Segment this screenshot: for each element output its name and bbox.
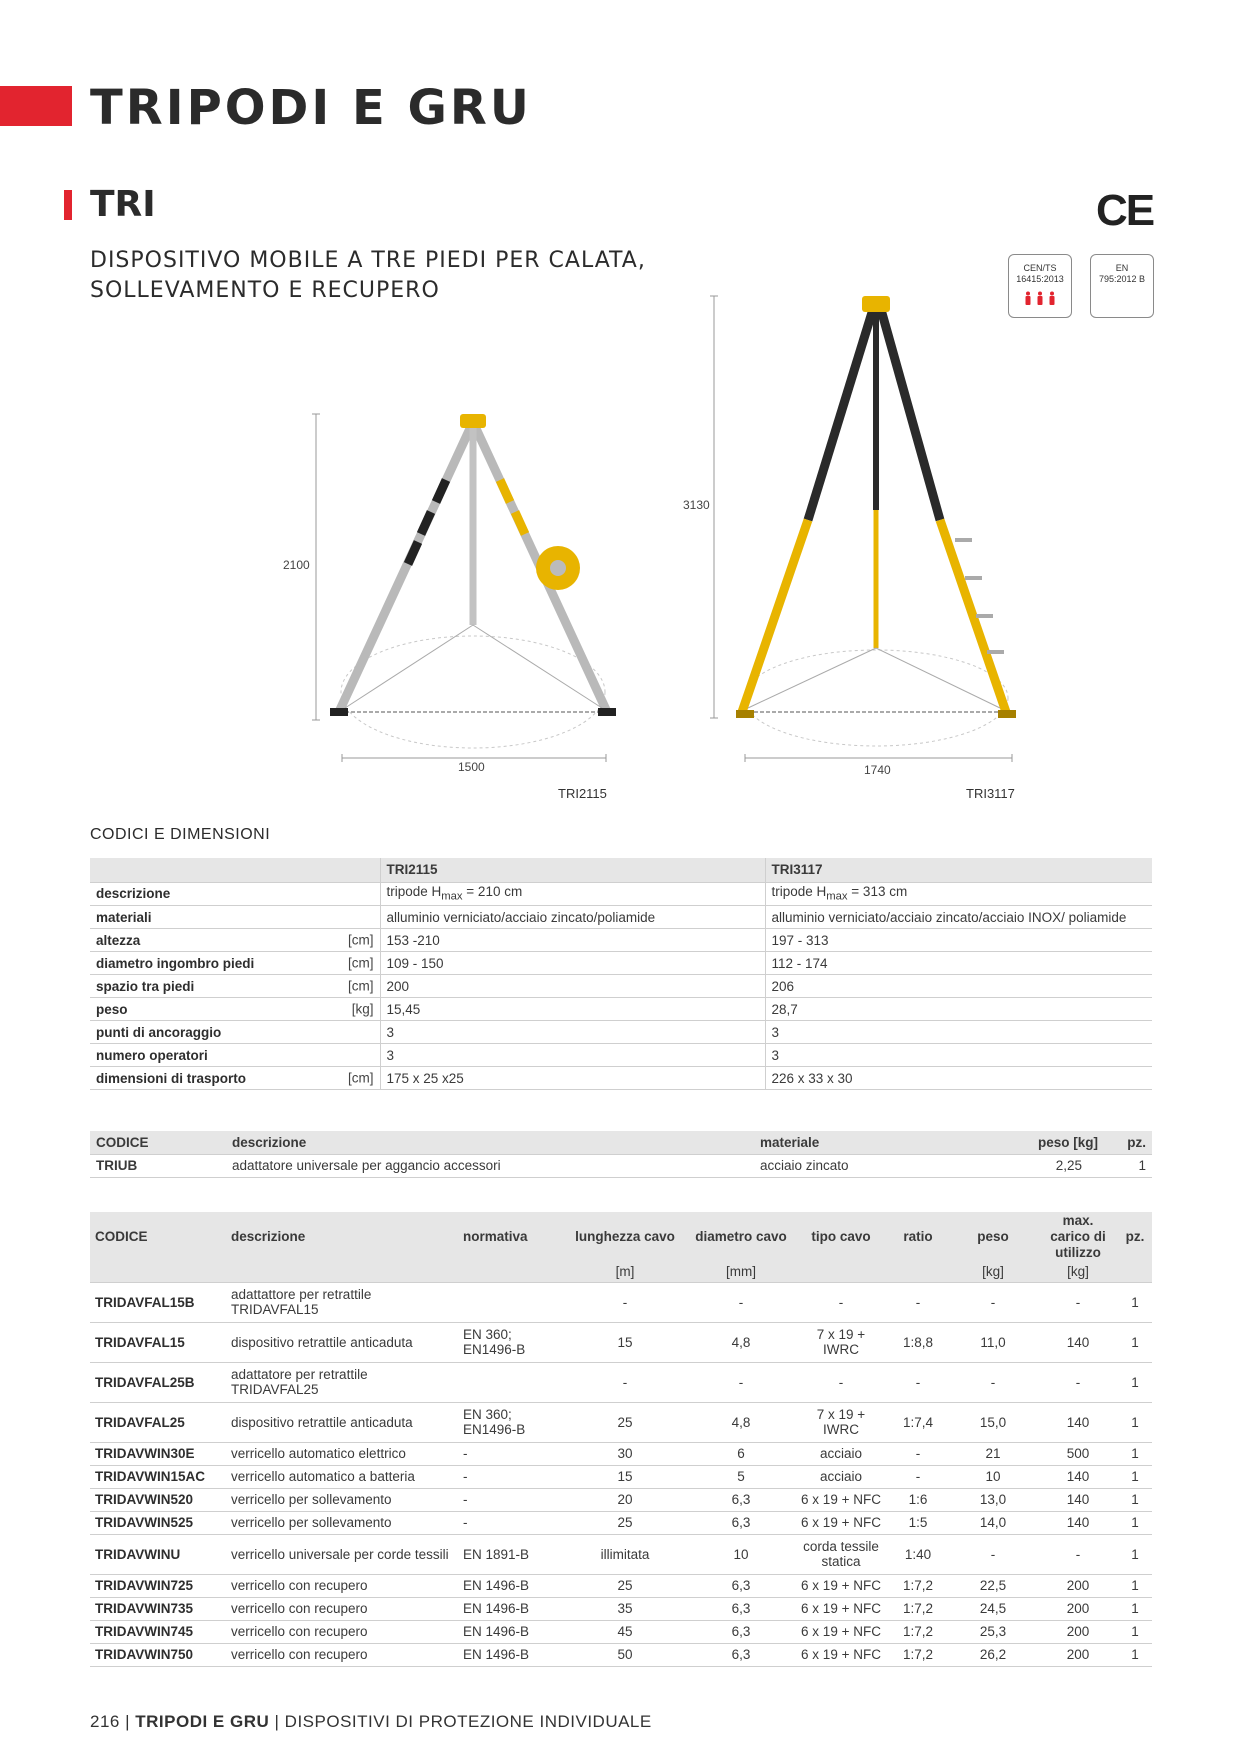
row-value-2: 226 x 33 x 30 (765, 1067, 1152, 1090)
cell-lunghezza: 30 (562, 1442, 688, 1465)
cell-ratio: - (888, 1362, 948, 1402)
cell-codice: TRIDAVWIN725 (90, 1574, 226, 1597)
row-value-1: 3 (380, 1044, 765, 1067)
cell-descrizione: verricello per sollevamento (226, 1511, 458, 1534)
table-row (90, 1488, 1152, 1511)
row-unit: [cm] (348, 932, 374, 948)
cell-peso: 21 (948, 1442, 1038, 1465)
cert-line-1: CEN/TS (1023, 263, 1057, 273)
accessory-table (90, 1212, 1152, 1667)
row-value-1: 3 (380, 1021, 765, 1044)
row-value-1: alluminio verniciato/acciaio zincato/poliamide (380, 906, 765, 929)
header-codice: CODICE (90, 1131, 226, 1154)
table-row (90, 998, 1152, 1021)
cell-descrizione: dispositivo retrattile anticaduta (226, 1322, 458, 1362)
row-label: descrizione (90, 882, 380, 906)
row-unit: [cm] (348, 978, 374, 994)
cell-carico: 140 (1038, 1402, 1118, 1442)
footer-section: TRIPODI E GRU (135, 1712, 270, 1731)
cell-tipo: 6 x 19 + NFC (794, 1597, 888, 1620)
cell-diametro: 6,3 (688, 1643, 794, 1666)
table-row (90, 1534, 1152, 1574)
header-peso: peso [kg] (992, 1131, 1104, 1154)
cell-tipo: acciaio (794, 1442, 888, 1465)
cell-normativa: - (458, 1465, 562, 1488)
spec-table-header (90, 858, 1152, 882)
cell-normativa: - (458, 1511, 562, 1534)
cell-pz: 1 (1118, 1442, 1152, 1465)
row-value-1: 109 - 150 (380, 952, 765, 975)
unit-diametro: [mm] (688, 1262, 794, 1282)
cell-codice: TRIDAVWIN525 (90, 1511, 226, 1534)
cell-peso: 26,2 (948, 1643, 1038, 1666)
codes-section-title: CODICI E DIMENSIONI (90, 826, 271, 843)
cell-peso: 24,5 (948, 1597, 1038, 1620)
row-value-2: 3 (765, 1044, 1152, 1067)
header-descrizione: descrizione (226, 1212, 458, 1262)
cell-peso: 15,0 (948, 1402, 1038, 1442)
unit-lunghezza: [m] (562, 1262, 688, 1282)
cell-peso: 2,25 (992, 1154, 1104, 1177)
row-label: peso (96, 1001, 128, 1017)
subtitle-line-2: SOLLEVAMENTO E RECUPERO (90, 278, 440, 303)
table-row (90, 952, 1152, 975)
row-label: punti di ancoraggio (90, 1021, 380, 1044)
row-value-2: 206 (765, 975, 1152, 998)
cell-codice: TRIDAVFAL25B (90, 1362, 226, 1402)
spec-table (90, 858, 1152, 1090)
right-height-dimension (710, 296, 718, 718)
right-width-label: 1740 (864, 763, 891, 777)
table-row (90, 1597, 1152, 1620)
cell-tipo: 6 x 19 + NFC (794, 1643, 888, 1666)
cell-pz: 1 (1118, 1643, 1152, 1666)
right-height-label: 3130 (683, 498, 710, 512)
cell-lunghezza: illimitata (562, 1534, 688, 1574)
cell-carico: 200 (1038, 1574, 1118, 1597)
cell-ratio: 1:7,2 (888, 1574, 948, 1597)
cell-lunghezza: 25 (562, 1511, 688, 1534)
cell-descrizione: adattattore per retrattile TRIDAVFAL15 (226, 1282, 458, 1322)
cell-ratio: 1:8,8 (888, 1322, 948, 1362)
row-label: altezza (96, 932, 141, 948)
cell-lunghezza: 35 (562, 1597, 688, 1620)
cell-lunghezza: 20 (562, 1488, 688, 1511)
cell-pz: 1 (1118, 1620, 1152, 1643)
header-codice: CODICE (90, 1212, 226, 1262)
cell-peso: 13,0 (948, 1488, 1038, 1511)
footer-separator: | (274, 1712, 280, 1731)
header-descrizione: descrizione (226, 1131, 754, 1154)
cell-diametro: 4,8 (688, 1402, 794, 1442)
cell-normativa: EN 360; EN1496-B (458, 1322, 562, 1362)
page-footer (90, 1712, 652, 1732)
cell-ratio: - (888, 1465, 948, 1488)
cell-peso: - (948, 1282, 1038, 1322)
cell-pz: 1 (1118, 1511, 1152, 1534)
left-height-dimension (312, 414, 320, 720)
cell-carico: 140 (1038, 1465, 1118, 1488)
cell-normativa (458, 1362, 562, 1402)
cell-descrizione: verricello automatico a batteria (226, 1465, 458, 1488)
row-value-2: alluminio verniciato/acciaio zincato/acciaio INOX/ poliamide (765, 906, 1152, 929)
accessory-table-header (90, 1212, 1152, 1262)
cell-codice: TRIDAVFAL15B (90, 1282, 226, 1322)
table-row (90, 1511, 1152, 1534)
header-materiale: materiale (754, 1131, 992, 1154)
table-row (90, 1574, 1152, 1597)
cell-lunghezza: 45 (562, 1620, 688, 1643)
row-label: dimensioni di trasporto (96, 1070, 247, 1086)
subtitle-line-1: DISPOSITIVO MOBILE A TRE PIEDI PER CALATA, (90, 248, 646, 273)
cell-diametro: 6 (688, 1442, 794, 1465)
cell-carico: 200 (1038, 1643, 1118, 1666)
row-value-1: tripode $H_{max} = 210$ cm (380, 882, 765, 906)
cell-tipo: 7 x 19 + IWRC (794, 1322, 888, 1362)
cell-pz: 1 (1118, 1465, 1152, 1488)
cell-diametro: 10 (688, 1534, 794, 1574)
cell-tipo: 6 x 19 + NFC (794, 1574, 888, 1597)
table-row (90, 1402, 1152, 1442)
cell-tipo: 6 x 19 + NFC (794, 1511, 888, 1534)
cell-lunghezza: 25 (562, 1574, 688, 1597)
cell-ratio: 1:7,4 (888, 1402, 948, 1442)
cell-tipo: 6 x 19 + NFC (794, 1620, 888, 1643)
cell-peso: 14,0 (948, 1511, 1038, 1534)
cell-descrizione: adattatore per retrattile TRIDAVFAL25 (226, 1362, 458, 1402)
row-unit: [cm] (348, 955, 374, 971)
cert-line-2: 795:2012 B (1098, 274, 1146, 284)
cell-codice: TRIDAVWIN750 (90, 1643, 226, 1666)
table-row (90, 1465, 1152, 1488)
cell-descrizione: verricello con recupero (226, 1643, 458, 1666)
left-width-label: 1500 (458, 760, 485, 774)
header-carico: max. carico di utilizzo (1038, 1212, 1118, 1262)
cell-ratio: - (888, 1282, 948, 1322)
header-tipo: tipo cavo (794, 1212, 888, 1262)
unit-carico: [kg] (1038, 1262, 1118, 1282)
cell-materiale: acciaio zincato (754, 1154, 992, 1177)
row-label: diametro ingombro piedi (96, 955, 255, 971)
model-header-2: TRI3117 (765, 858, 1152, 882)
row-value-2: 28,7 (765, 998, 1152, 1021)
table-row (90, 906, 1152, 929)
cell-pz: 1 (1118, 1534, 1152, 1574)
table-row (90, 1021, 1152, 1044)
cell-tipo: acciaio (794, 1465, 888, 1488)
cell-carico: 200 (1038, 1620, 1118, 1643)
cell-pz: 1 (1118, 1402, 1152, 1442)
cell-descrizione: verricello con recupero (226, 1574, 458, 1597)
cell-carico: 200 (1038, 1597, 1118, 1620)
model-header-1: TRI2115 (380, 858, 765, 882)
row-value-1: 153 -210 (380, 929, 765, 952)
header-pz: pz. (1104, 1131, 1152, 1154)
left-model-label: TRI2115 (558, 786, 607, 801)
cell-pz: 1 (1118, 1488, 1152, 1511)
cell-codice: TRIDAVWIN520 (90, 1488, 226, 1511)
cell-diametro: 4,8 (688, 1322, 794, 1362)
cell-normativa: - (458, 1442, 562, 1465)
cell-carico: 500 (1038, 1442, 1118, 1465)
adapter-table-header (90, 1131, 1152, 1154)
cell-pz: 1 (1118, 1362, 1152, 1402)
cell-lunghezza: 15 (562, 1322, 688, 1362)
cell-diametro: - (688, 1362, 794, 1402)
cell-peso: - (948, 1534, 1038, 1574)
cell-tipo: - (794, 1282, 888, 1322)
table-row (90, 1442, 1152, 1465)
cell-ratio: 1:7,2 (888, 1597, 948, 1620)
cell-lunghezza: 15 (562, 1465, 688, 1488)
page-title: TRIPODI E GRU (90, 80, 532, 136)
tripod-product-images (0, 0, 1240, 820)
page-number: 216 (90, 1712, 120, 1731)
cert-line-1: EN (1115, 263, 1129, 273)
table-row (90, 929, 1152, 952)
table-row (90, 882, 1152, 906)
table-row (90, 1620, 1152, 1643)
footer-category: DISPOSITIVI DI PROTEZIONE INDIVIDUALE (284, 1712, 652, 1731)
cell-carico: 140 (1038, 1488, 1118, 1511)
row-label: spazio tra piedi (96, 978, 195, 994)
cell-carico: - (1038, 1282, 1118, 1322)
header-ratio: ratio (888, 1212, 948, 1262)
table-row (90, 1044, 1152, 1067)
cell-codice: TRIUB (90, 1154, 226, 1177)
cell-peso: 10 (948, 1465, 1038, 1488)
tripod-aluminium-illustration (330, 414, 616, 748)
cell-codice: TRIDAVWIN30E (90, 1442, 226, 1465)
cell-codice: TRIDAVFAL25 (90, 1402, 226, 1442)
cell-normativa: EN 1496-B (458, 1643, 562, 1666)
right-model-label: TRI3117 (966, 786, 1015, 801)
section-title: TRI (90, 184, 156, 225)
cert-line-2: 16415:2013 (1016, 274, 1064, 284)
accessory-table-units (90, 1262, 1152, 1282)
cell-tipo: 6 x 19 + NFC (794, 1488, 888, 1511)
table-row (90, 1643, 1152, 1666)
row-value-2: 3 (765, 1021, 1152, 1044)
cell-peso: 22,5 (948, 1574, 1038, 1597)
row-value-1: 175 x 25 x25 (380, 1067, 765, 1090)
table-row (90, 975, 1152, 998)
row-label: numero operatori (90, 1044, 380, 1067)
row-value-2: 112 - 174 (765, 952, 1152, 975)
cell-carico: 140 (1038, 1322, 1118, 1362)
table-row (90, 1154, 1152, 1177)
cell-diametro: - (688, 1282, 794, 1322)
cell-pz: 1 (1118, 1597, 1152, 1620)
cell-pz: 1 (1118, 1282, 1152, 1322)
cell-descrizione: adattatore universale per aggancio accessori (226, 1154, 754, 1177)
cell-diametro: 6,3 (688, 1574, 794, 1597)
row-value-2: 197 - 313 (765, 929, 1152, 952)
cell-tipo: - (794, 1362, 888, 1402)
row-unit: [kg] (351, 1001, 374, 1017)
row-value-1: 200 (380, 975, 765, 998)
cell-ratio: 1:7,2 (888, 1620, 948, 1643)
cell-pz: 1 (1104, 1154, 1152, 1177)
cell-normativa (458, 1282, 562, 1322)
cell-descrizione: verricello universale per corde tessili (226, 1534, 458, 1574)
cell-peso: - (948, 1362, 1038, 1402)
cell-ratio: 1:7,2 (888, 1643, 948, 1666)
cell-codice: TRIDAVWINU (90, 1534, 226, 1574)
cell-descrizione: verricello con recupero (226, 1620, 458, 1643)
adapter-table (90, 1131, 1152, 1178)
table-row (90, 1322, 1152, 1362)
header-pz: pz. (1118, 1212, 1152, 1262)
cell-diametro: 6,3 (688, 1597, 794, 1620)
accessory-table-body (90, 1282, 1152, 1666)
header-diametro: diametro cavo (688, 1212, 794, 1262)
cell-normativa: EN 1496-B (458, 1574, 562, 1597)
header-normativa: normativa (458, 1212, 562, 1262)
cell-diametro: 5 (688, 1465, 794, 1488)
cell-ratio: 1:5 (888, 1511, 948, 1534)
cell-diametro: 6,3 (688, 1620, 794, 1643)
cell-pz: 1 (1118, 1322, 1152, 1362)
unit-peso: [kg] (948, 1262, 1038, 1282)
header-lunghezza: lunghezza cavo (562, 1212, 688, 1262)
cell-lunghezza: - (562, 1362, 688, 1402)
cell-descrizione: verricello con recupero (226, 1597, 458, 1620)
right-width-dimension (745, 754, 1012, 762)
cell-lunghezza: 25 (562, 1402, 688, 1442)
cell-normativa: EN 1496-B (458, 1620, 562, 1643)
header-peso: peso (948, 1212, 1038, 1262)
tripod-yellow-illustration (736, 296, 1016, 746)
cell-codice: TRIDAVWIN745 (90, 1620, 226, 1643)
row-value-1: 15,45 (380, 998, 765, 1021)
cell-normativa: EN 360; EN1496-B (458, 1402, 562, 1442)
left-height-label: 2100 (283, 558, 310, 572)
cell-tipo: 7 x 19 + IWRC (794, 1402, 888, 1442)
cell-peso: 25,3 (948, 1620, 1038, 1643)
cell-tipo: corda tessile statica (794, 1534, 888, 1574)
row-unit: [cm] (348, 1070, 374, 1086)
row-label: materiali (90, 906, 380, 929)
cell-carico: 140 (1038, 1511, 1118, 1534)
cell-descrizione: verricello per sollevamento (226, 1488, 458, 1511)
cell-descrizione: verricello automatico elettrico (226, 1442, 458, 1465)
cell-lunghezza: - (562, 1282, 688, 1322)
cell-ratio: - (888, 1442, 948, 1465)
cell-normativa: EN 1496-B (458, 1597, 562, 1620)
cell-descrizione: dispositivo retrattile anticaduta (226, 1402, 458, 1442)
ce-mark-icon: CE (1096, 186, 1154, 235)
cell-diametro: 6,3 (688, 1488, 794, 1511)
cell-normativa: EN 1891-B (458, 1534, 562, 1574)
cell-lunghezza: 50 (562, 1643, 688, 1666)
cell-pz: 1 (1118, 1574, 1152, 1597)
cell-codice: TRIDAVWIN15AC (90, 1465, 226, 1488)
table-row (90, 1067, 1152, 1090)
cell-carico: - (1038, 1362, 1118, 1402)
cell-ratio: 1:6 (888, 1488, 948, 1511)
cell-codice: TRIDAVWIN735 (90, 1597, 226, 1620)
cell-codice: TRIDAVFAL15 (90, 1322, 226, 1362)
cell-carico: - (1038, 1534, 1118, 1574)
cell-ratio: 1:40 (888, 1534, 948, 1574)
footer-separator: | (125, 1712, 131, 1731)
table-row (90, 1282, 1152, 1322)
row-value-2: tripode $H_{max} = 313$ cm (765, 882, 1152, 906)
cell-diametro: 6,3 (688, 1511, 794, 1534)
cell-peso: 11,0 (948, 1322, 1038, 1362)
table-row (90, 1362, 1152, 1402)
cell-normativa: - (458, 1488, 562, 1511)
